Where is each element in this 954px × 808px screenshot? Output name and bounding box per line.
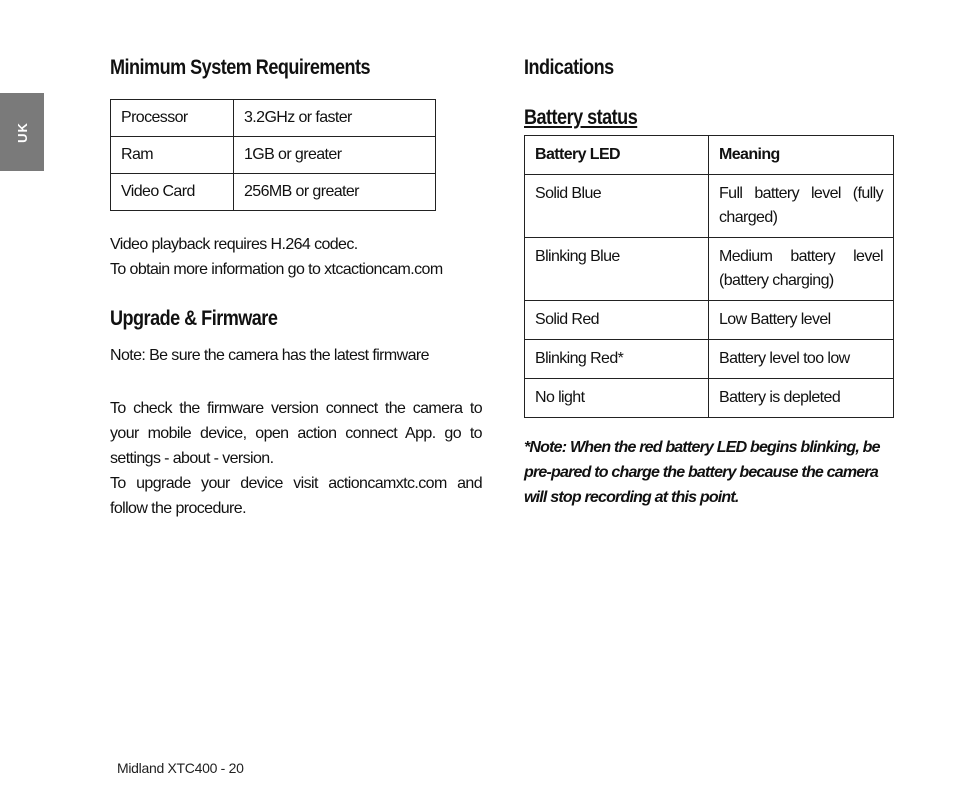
firmware-upgrade-paragraph: To upgrade your device visit actioncamxtc.com and follow the procedure. — [110, 475, 482, 517]
table-row — [111, 100, 436, 137]
led-cell: Solid Red — [525, 301, 709, 340]
req-item: Ram — [111, 137, 234, 174]
req-value: 256MB or greater — [234, 174, 436, 211]
page-footer: Midland XTC400 - 20 — [117, 760, 244, 776]
right-column — [524, 56, 896, 510]
info-line: To obtain more information go to xtcactioncam.com — [110, 261, 443, 278]
req-item: Processor — [111, 100, 234, 137]
battery-status-heading: Battery status — [524, 106, 638, 129]
table-row — [525, 301, 894, 340]
col-header-meaning: Meaning — [709, 136, 894, 175]
col-header-led: Battery LED — [525, 136, 709, 175]
table-row — [525, 175, 894, 238]
led-cell: Solid Blue — [525, 175, 709, 238]
min-requirements-heading: Minimum System Requirements — [110, 56, 371, 79]
table-row — [111, 137, 436, 174]
table-row — [111, 174, 436, 211]
led-cell: Blinking Red* — [525, 340, 709, 379]
table-row — [525, 340, 894, 379]
req-value: 3.2GHz or faster — [234, 100, 436, 137]
language-tab — [0, 93, 44, 171]
requirements-table — [110, 99, 436, 211]
meaning-cell: Battery level too low — [709, 340, 894, 379]
firmware-note: Note: Be sure the camera has the latest firmware — [110, 347, 429, 364]
table-row — [525, 238, 894, 301]
battery-table — [524, 135, 894, 418]
led-cell: Blinking Blue — [525, 238, 709, 301]
table-row — [525, 379, 894, 418]
table-header-row — [525, 136, 894, 175]
language-tab-label: UK — [14, 121, 30, 143]
battery-note: *Note: When the red battery LED begins blinking, be pre-pared to charge the battery because the camera will stop recording at this point. — [524, 439, 880, 506]
led-cell: No light — [525, 379, 709, 418]
firmware-check-paragraph: To check the firmware version connect the camera to your mobile device, open action connect App. go to settings - about - version. — [110, 400, 482, 467]
req-value: 1GB or greater — [234, 137, 436, 174]
indications-heading: Indications — [524, 56, 614, 79]
meaning-cell: Medium battery level (battery charging) — [709, 238, 894, 301]
upgrade-heading: Upgrade & Firmware — [110, 307, 278, 330]
meaning-cell: Low Battery level — [709, 301, 894, 340]
codec-line: Video playback requires H.264 codec. — [110, 236, 358, 253]
meaning-cell: Full battery level (fully charged) — [709, 175, 894, 238]
left-column — [110, 56, 482, 521]
meaning-cell: Battery is depleted — [709, 379, 894, 418]
req-item: Video Card — [111, 174, 234, 211]
